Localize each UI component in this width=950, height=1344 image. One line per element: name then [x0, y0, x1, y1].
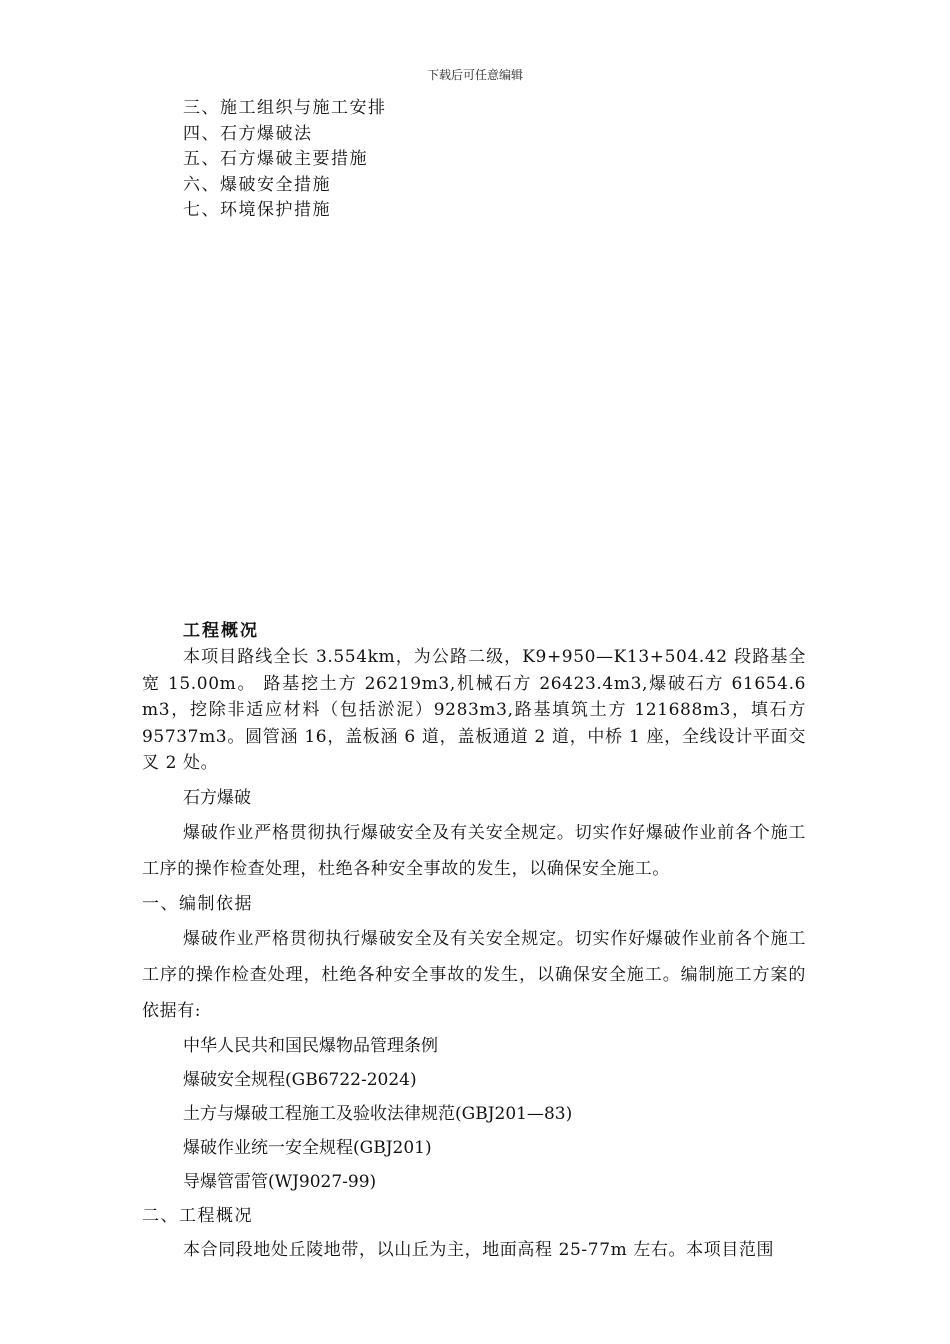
overview-paragraph: 本项目路线全长 3.554km，为公路二级，K9+950—K13+504.42 段路基全宽 15.00m。 路基挖土方 26219m3,机械石方 26423.4m3,爆破石方 61654.6 m3，挖除非适应材料（包括淤泥）9283m3,路基填筑土方 121688m3，填石方 95737m3。圆管涵 16，盖板涵 6 道，盖板通道 2 道，中桥 1 座，全线设计平面交叉 2 处。 [142, 647, 806, 773]
page-header: 下载后可任意编辑 [426, 68, 523, 82]
toc-item: 四、石方爆破法 [183, 123, 313, 144]
overview-title: 工程概况 [183, 621, 259, 641]
basis-item: 爆破作业统一安全规程(GBJ201) [183, 1137, 432, 1158]
basis-item: 导爆管雷管(WJ9027-99) [183, 1171, 377, 1192]
document-body [142, 618, 806, 1267]
basis-item: 土方与爆破工程施工及验收法律规范(GBJ201—83) [183, 1103, 573, 1124]
overview2-paragraph: 本合同段地处丘陵地带，以山丘为主，地面高程 25-77m 左右。本项目范围 [183, 1239, 775, 1260]
blasting-paragraph: 爆破作业严格贯彻执行爆破安全及有关安全规定。切实作好爆破作业前各个施工工序的操作检查处理，杜绝各种安全事故的发生，以确保安全施工。 [142, 822, 806, 879]
toc-item: 七、环境保护措施 [183, 200, 331, 220]
basis-item: 爆破安全规程(GB6722-2024) [183, 1069, 417, 1090]
section-heading-overview: 二、工程概况 [142, 1205, 253, 1226]
blasting-title: 石方爆破 [183, 787, 251, 808]
toc-item: 三、施工组织与施工安排 [183, 98, 387, 118]
basis-item: 中华人民共和国民爆物品管理条例 [183, 1035, 438, 1056]
table-of-contents [183, 96, 387, 224]
basis-paragraph: 爆破作业严格贯彻执行爆破安全及有关安全规定。切实作好爆破作业前各个施工工序的操作检查处理，杜绝各种安全事故的发生，以确保安全施工。编制施工方案的依据有: [142, 928, 806, 1021]
toc-item: 六、爆破安全措施 [183, 174, 331, 195]
section-heading-basis: 一、编制依据 [142, 893, 253, 914]
toc-item: 五、石方爆破主要措施 [183, 149, 368, 169]
